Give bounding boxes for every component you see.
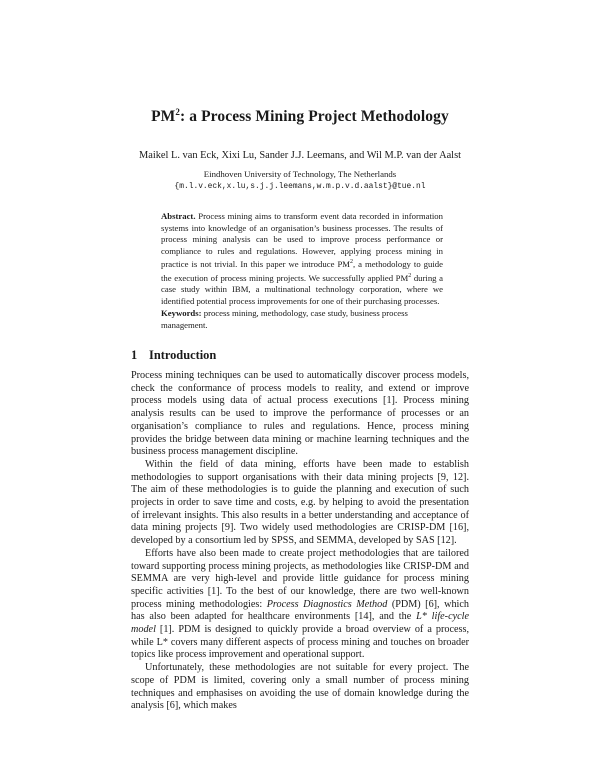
affiliation-block [0,168,600,193]
keywords [161,308,443,331]
abstract-sup-2: 2 [408,272,412,279]
abstract-text-c: during a case study within IBM, a multinational technology corporation, where we identified potential process improvements for one of their purchasing processes. [161,272,443,306]
paragraph-3-text-c: [1]. PDM is designed to quickly provide a broad overview of a process, while L* covers many different aspects of process mining and touches on broader topics like process improvement and operational support. [131,624,469,661]
abstract-label: Abstract. [161,211,196,221]
paper-title [0,107,600,126]
abstract-text-a: Process mining aims to transform event data recorded in information systems into knowledge of an organisation’s business processes. The results of process mining analysis can be used to improve process performance or compliance to rules and regulations. However, applying process mining in practice is not trivial. In this paper we introduce PM [161,211,443,270]
author-emails: {m.l.v.eck,x.lu,s.j.j.leemans,w.m.p.v.d.aalst}@tue.nl [174,181,426,191]
section-title: Introduction [149,348,217,362]
keywords-text: process mining, methodology, case study, business process management. [161,308,408,330]
section-heading [131,348,471,363]
paragraph-3-text-a: Efforts have also been made to create project methodologies that are tailored toward supporting process mining projects, as methodologies like CRISP-DM and SEMMA are very high-level and provide little guidance for process mining specific activities [1]. To the best of our knowledge, there are two well-known process mining methodologies: [131,547,469,610]
paragraph-2: Within the field of data mining, efforts have been made to establish methodologies to support organisations with their data mining projects [9, 12]. The aim of these methodologies is to guide the planning and execution of such projects in order to save time and costs, e.g. by helping to avoid the presentation of irrelevant insights. This also results in a better understanding and acceptance of data mining projects [9]. Two widely used methodologies are CRISP-DM [16], developed by a consortium led by SPSS, and SEMMA, developed by SAS [12]. [131,458,469,547]
paragraph-3-italic-2: L* life-cycle model [131,611,469,636]
section-number: 1 [131,348,138,362]
affiliation: Eindhoven University of Technology, The Netherlands [203,169,397,179]
keywords-label: Keywords: [161,308,202,318]
paragraph-3 [131,548,469,662]
paragraph-3-italic-1: Process Diagnostics Method [266,598,388,610]
abstract-text-b: , a methodology to guide the execution of process mining projects. We successfully applied PM [161,259,443,283]
title-rest: : a Process Mining Project Methodology [180,108,449,126]
body-text [131,370,469,713]
paragraph-4: Unfortunately, these methodologies are not suitable for every project. The scope of PDM is limited, covering only a small number of process mining techniques and emphasises on avoiding the use of domain knowledge during the analysis [6], which makes [131,662,469,712]
paragraph-3-text-b: (PDM) [6], which has also been adapted for healthcare environments [14], and the [131,598,469,623]
author-list: Maikel L. van Eck, Xixi Lu, Sander J.J. Leemans, and Wil M.P. van der Aalst [138,150,462,161]
paragraph-1: Process mining techniques can be used to automatically discover process models, check the conformance of process models to reality, and extend or improve process models using data of actual process executions [1]. Process mining analysis results can be used to improve the performance of processes or an organisation’s compliance to rules and regulations. Hence, process mining provides the bridge between data mining or machine learning techniques and the business process management discipline. [131,370,469,458]
title-main: PM [151,108,176,126]
abstract [161,211,443,308]
title-superscript: 2 [175,107,181,117]
abstract-sup-1: 2 [350,259,353,266]
